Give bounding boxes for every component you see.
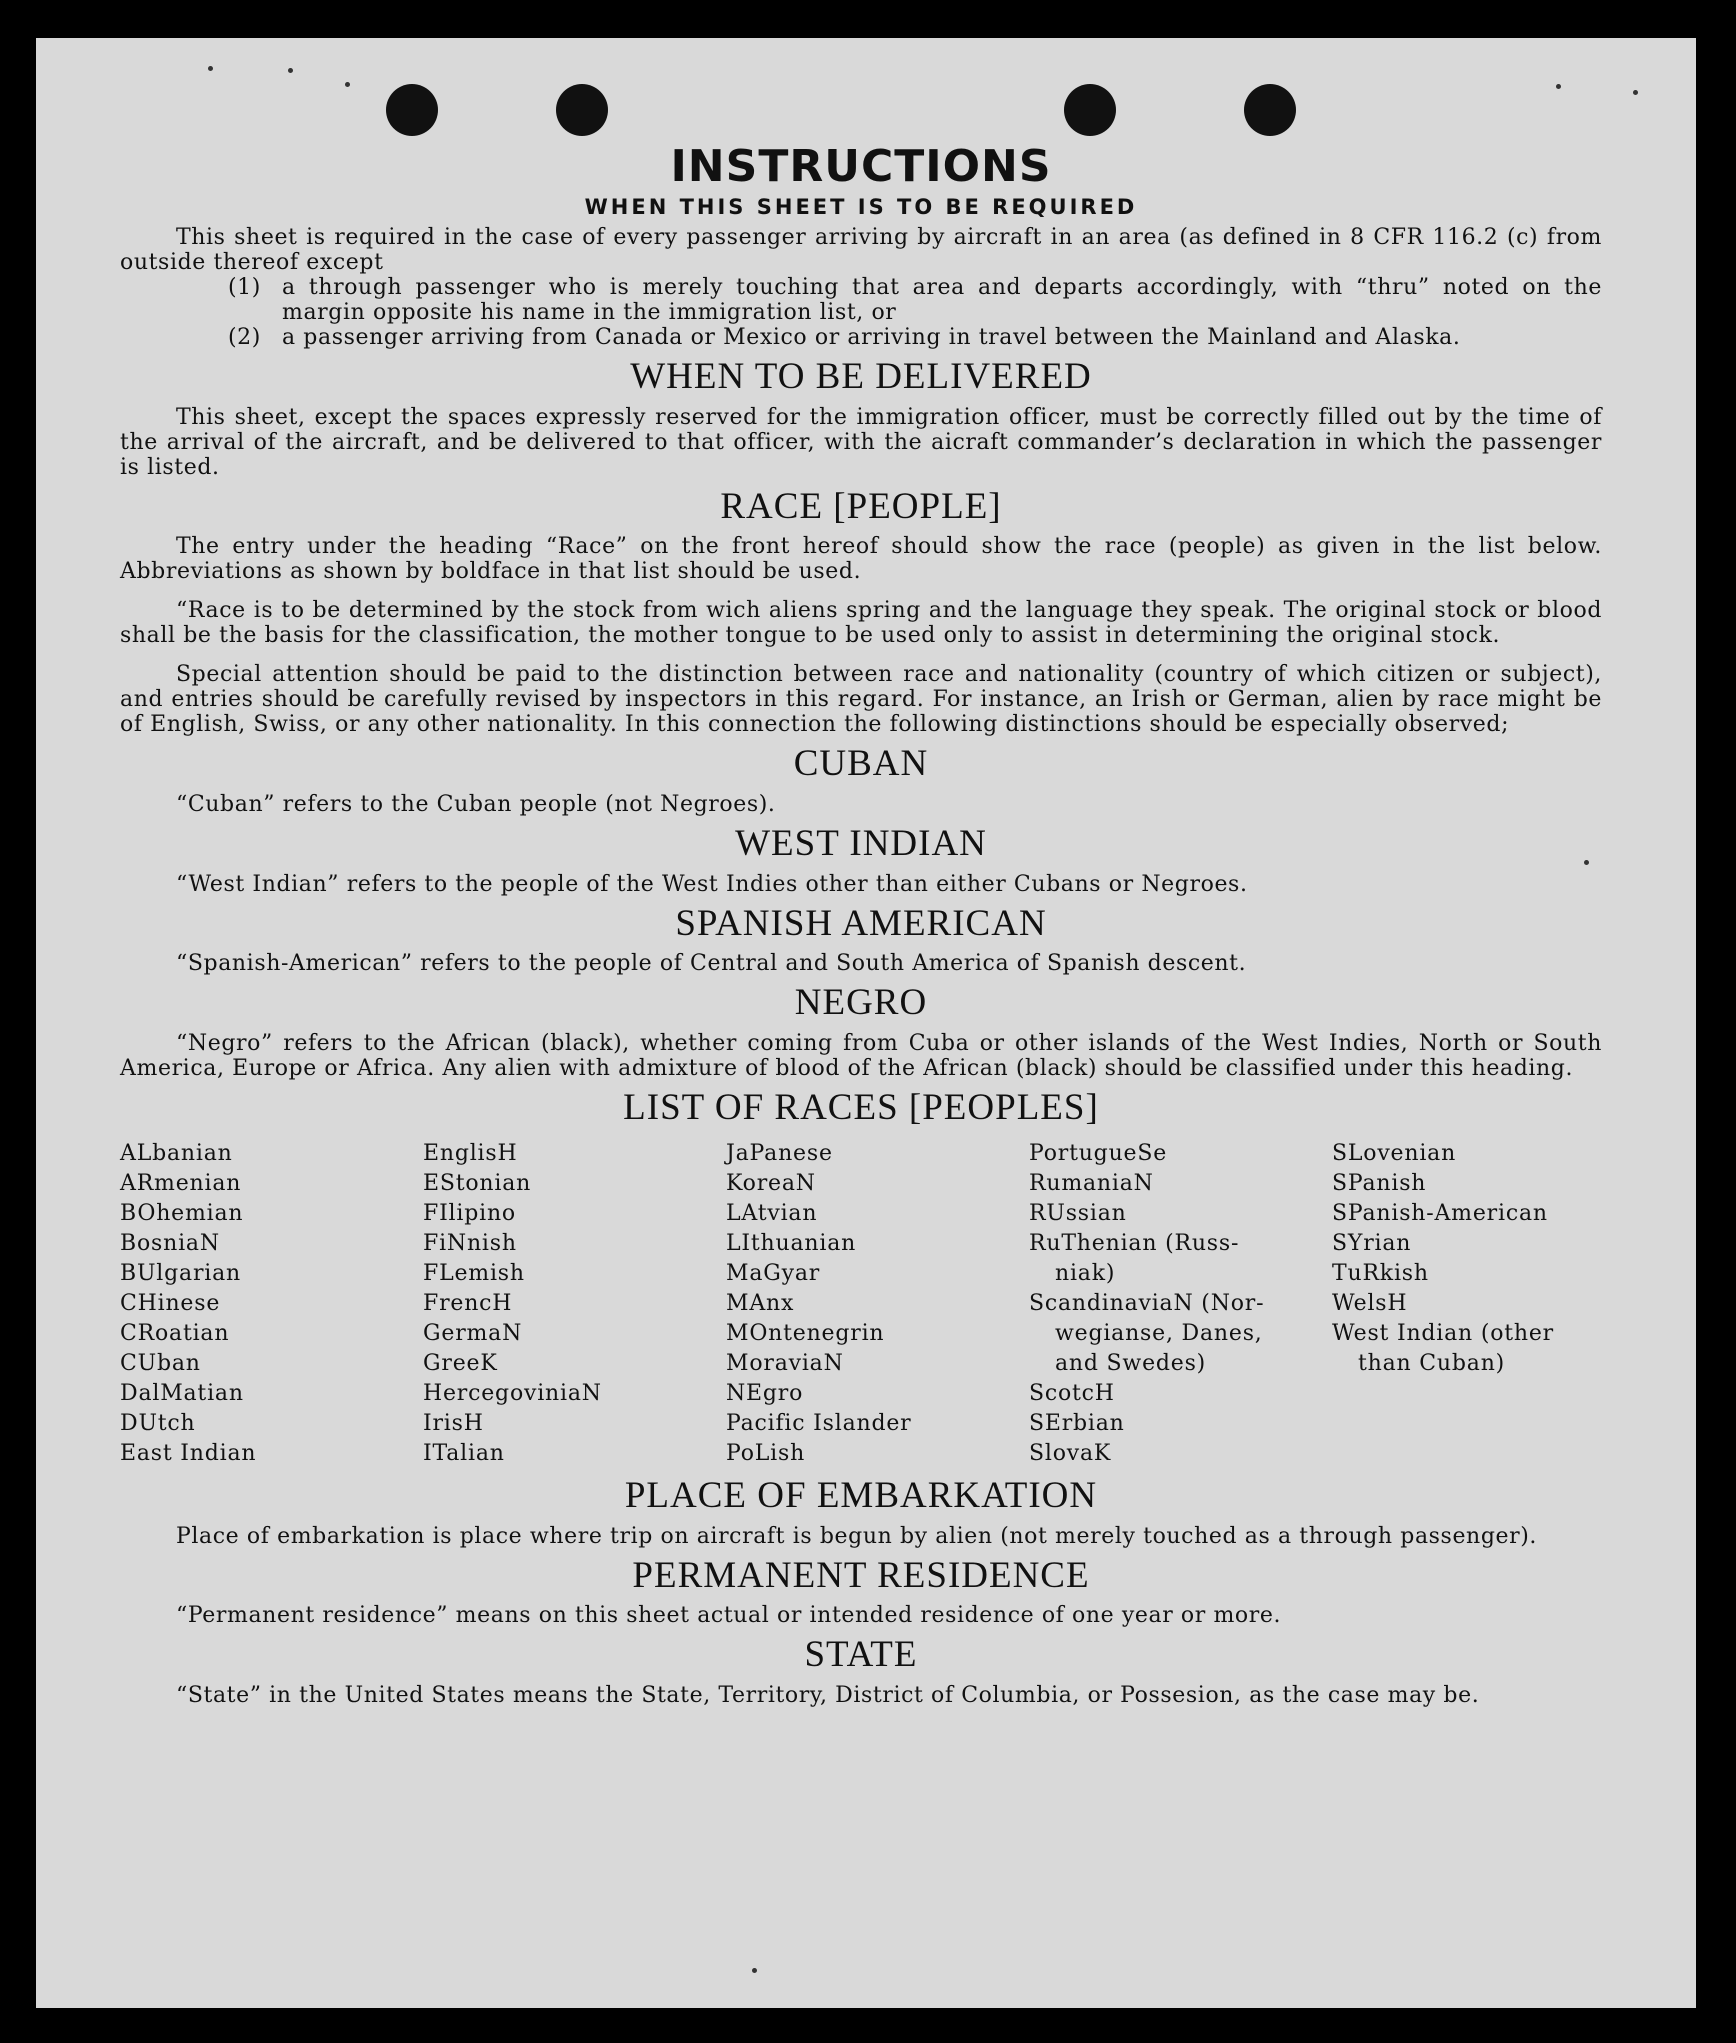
- race-item: DalMatian: [120, 1381, 244, 1407]
- race-item: Pacific Islander: [726, 1411, 912, 1437]
- speck: [288, 68, 293, 73]
- race-item: East Indian: [120, 1441, 257, 1467]
- race-item: ScotcH: [1029, 1381, 1115, 1407]
- race-item: TuRkish: [1332, 1261, 1429, 1287]
- race-item: SYrian: [1332, 1231, 1412, 1257]
- race-item: KoreaN: [726, 1171, 816, 1197]
- negro-text: “Negro” refers to the African (black), whether coming from Cuba or other islands of the West Indies, North or South America, Europe or Africa. Any alien with admixture of blood of the African (black) should be classified under this heading.: [120, 1030, 1602, 1081]
- section-heading-negro: NEGRO: [794, 982, 928, 1024]
- page-title: INSTRUCTIONS: [670, 141, 1052, 192]
- speck: [208, 66, 213, 71]
- race-item: GermaN: [423, 1321, 523, 1347]
- exception-clause: [120, 325, 1602, 350]
- races-column: [423, 1139, 726, 1469]
- race-item: BosniaN: [120, 1231, 220, 1257]
- race-item: PortugueSe: [1029, 1141, 1168, 1167]
- races-column: [726, 1139, 1029, 1469]
- race-item: CHinese: [120, 1291, 221, 1317]
- delivered-text: This sheet, except the spaces expressly reserved for the immigration officer, must be correctly filled out by the time of the arrival of the aircraft, and be delivered to that officer, with the aicraft commander’s declaration in which the passenger is listed.: [120, 404, 1602, 480]
- section-heading-race: RACE [PEOPLE]: [720, 485, 1002, 527]
- race-item: RuThenian (Russ-: [1029, 1231, 1240, 1257]
- section-heading-residence: PERMANENT RESIDENCE: [632, 1554, 1090, 1596]
- punch-hole: [1244, 84, 1296, 136]
- residence-text: “Permanent residence” means on this sheet actual or intended residence of one year or more.: [176, 1603, 1282, 1629]
- section-heading-west-indian: WEST INDIAN: [735, 823, 987, 865]
- speck: [752, 1968, 757, 1973]
- required-intro: This sheet is required in the case of every passenger arriving by aircraft in an area (as defined in 8 CFR 116.2 (c) from outside thereof except: [120, 225, 1602, 276]
- race-item: CRoatian: [120, 1321, 230, 1347]
- speck: [345, 82, 350, 87]
- race-item: HercegoviniaN: [423, 1381, 602, 1407]
- clause-number: (1): [228, 275, 261, 301]
- race-item: EStonian: [423, 1171, 532, 1197]
- race-item: RUssian: [1029, 1201, 1127, 1227]
- race-item: niak): [1055, 1261, 1116, 1287]
- race-item: WelsH: [1332, 1291, 1408, 1317]
- speck: [1633, 90, 1638, 95]
- race-item: FrencH: [423, 1291, 513, 1317]
- race-item: and Swedes): [1055, 1351, 1207, 1377]
- race-item: MAnx: [726, 1291, 795, 1317]
- embarkation-text: Place of embarkation is place where trip on aircraft is begun by alien (not merely touched as a through passenger).: [176, 1523, 1538, 1549]
- race-item: MOntenegrin: [726, 1321, 885, 1347]
- race-item: FLemish: [423, 1261, 525, 1287]
- race-item: FIlipino: [423, 1201, 516, 1227]
- race-item: RumaniaN: [1029, 1171, 1154, 1197]
- race-paragraph-2: “Race is to be determined by the stock from wich aliens spring and the language they speak. The original stock or blood shall be the basis for the classification, the mother tongue to be used only to assist in determining the original stock.: [120, 598, 1602, 649]
- punch-hole: [386, 84, 438, 136]
- cuban-text: “Cuban” refers to the Cuban people (not Negroes).: [176, 792, 776, 818]
- race-item: PoLish: [726, 1441, 806, 1467]
- race-item: SPanish-American: [1332, 1201, 1548, 1227]
- race-item: BOhemian: [120, 1201, 244, 1227]
- section-heading-state: STATE: [804, 1634, 918, 1676]
- races-column: [1332, 1139, 1635, 1469]
- section-heading-races-list: LIST OF RACES [PEOPLES]: [623, 1086, 1099, 1128]
- section-heading-cuban: CUBAN: [793, 743, 929, 785]
- clause-number: (2): [228, 325, 261, 351]
- race-item: ScandinaviaN (Nor-: [1029, 1291, 1265, 1317]
- race-item: MoraviaN: [726, 1351, 844, 1377]
- race-item: LIthuanian: [726, 1231, 857, 1257]
- race-item: GreeK: [423, 1351, 498, 1377]
- spanish-american-text: “Spanish-American” refers to the people of Central and South America of Spanish descent.: [176, 951, 1247, 977]
- speck: [1556, 84, 1561, 89]
- section-heading-delivered: WHEN TO BE DELIVERED: [630, 356, 1092, 398]
- exception-clause: [120, 275, 1602, 325]
- race-item: ALbanian: [120, 1141, 233, 1167]
- race-paragraph-3: Special attention should be paid to the distinction between race and nationality (country of which citizen or subject), and entries should be carefully revised by inspectors in this regard. For instance, an Irish or German, alien by race might be of English, Swiss, or any other nationality. In this connection the following distinctions should be especially observed;: [120, 662, 1602, 738]
- section-heading-spanish-american: SPANISH AMERICAN: [675, 902, 1047, 944]
- race-item: ITalian: [423, 1441, 505, 1467]
- clause-text: a through passenger who is merely touching that area and departs accordingly, with “thru” noted on the margin opposite his name in the immigration list, or: [282, 275, 1602, 326]
- race-item: NEgro: [726, 1381, 804, 1407]
- race-item: BUlgarian: [120, 1261, 241, 1287]
- race-item: SPanish: [1332, 1171, 1427, 1197]
- west-indian-text: “West Indian” refers to the people of the West Indies other than either Cubans or Negroes.: [176, 871, 1248, 897]
- race-paragraph-1: The entry under the heading “Race” on the front hereof should show the race (people) as given in the list below. Abbreviations as shown by boldface in that list should be used.: [120, 534, 1602, 585]
- races-column: [1029, 1139, 1332, 1469]
- race-item: SLovenian: [1332, 1141, 1457, 1167]
- race-item: ARmenian: [120, 1171, 242, 1197]
- clause-text: a passenger arriving from Canada or Mexico or arriving in travel between the Mainland and Alaska.: [282, 325, 1461, 351]
- race-item: CUban: [120, 1351, 201, 1377]
- race-item: wegianse, Danes,: [1055, 1321, 1263, 1347]
- race-item: SlovaK: [1029, 1441, 1112, 1467]
- race-item: EnglisH: [423, 1141, 518, 1167]
- punch-hole: [556, 84, 608, 136]
- state-text: “State” in the United States means the State, Territory, District of Columbia, or Possesion, as the case may be.: [176, 1682, 1480, 1708]
- document-sheet: [36, 38, 1696, 2008]
- punch-hole: [1064, 84, 1116, 136]
- race-item: IrisH: [423, 1411, 484, 1437]
- race-item: LAtvian: [726, 1201, 818, 1227]
- race-item: SErbian: [1029, 1411, 1125, 1437]
- race-item: MaGyar: [726, 1261, 821, 1287]
- races-column: [120, 1139, 423, 1469]
- race-item: West Indian (other: [1332, 1321, 1554, 1347]
- race-item: than Cuban): [1358, 1351, 1506, 1377]
- races-list: [120, 1139, 1602, 1469]
- page-subtitle: WHEN THIS SHEET IS TO BE REQUIRED: [584, 195, 1138, 220]
- section-heading-embarkation: PLACE OF EMBARKATION: [624, 1475, 1098, 1517]
- race-item: FiNnish: [423, 1231, 517, 1257]
- instructions-content: [120, 143, 1602, 1708]
- race-item: DUtch: [120, 1411, 196, 1437]
- race-item: JaPanese: [726, 1141, 833, 1167]
